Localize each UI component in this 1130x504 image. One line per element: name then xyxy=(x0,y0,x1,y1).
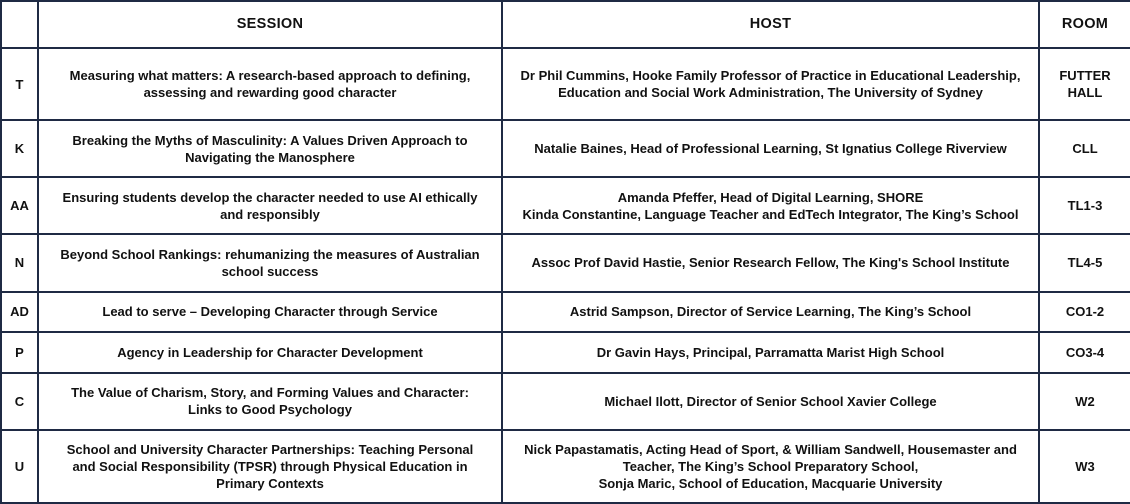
row-room: CO1-2 xyxy=(1039,292,1130,332)
table-row xyxy=(1,234,1130,291)
table-row xyxy=(1,48,1130,120)
row-host: Dr Phil Cummins, Hooke Family Professor of Practice in Educational Leadership, Education and Social Work Administration, The University of Sydney xyxy=(502,48,1039,120)
row-host: Dr Gavin Hays, Principal, Parramatta Marist High School xyxy=(502,332,1039,373)
row-session: Ensuring students develop the character needed to use AI ethically and responsibly xyxy=(38,177,502,234)
table-row xyxy=(1,177,1130,234)
row-room: W2 xyxy=(1039,373,1130,430)
header-session: SESSION xyxy=(38,1,502,48)
row-room: CLL xyxy=(1039,120,1130,177)
row-session: Beyond School Rankings: rehumanizing the measures of Australian school success xyxy=(38,234,502,291)
row-code: AA xyxy=(1,177,38,234)
header-room: ROOM xyxy=(1039,1,1130,48)
row-host: Amanda Pfeffer, Head of Digital Learning, SHORE Kinda Constantine, Language Teacher and EdTech Integrator, The King’s School xyxy=(502,177,1039,234)
table-row xyxy=(1,373,1130,430)
row-session: Breaking the Myths of Masculinity: A Values Driven Approach to Navigating the Manosphere xyxy=(38,120,502,177)
row-host: Natalie Baines, Head of Professional Learning, St Ignatius College Riverview xyxy=(502,120,1039,177)
row-session: Lead to serve – Developing Character through Service xyxy=(38,292,502,332)
table-row xyxy=(1,430,1130,503)
table-row xyxy=(1,120,1130,177)
row-code: U xyxy=(1,430,38,503)
table-row xyxy=(1,292,1130,332)
row-code: C xyxy=(1,373,38,430)
row-code: K xyxy=(1,120,38,177)
row-session: Measuring what matters: A research-based approach to defining, assessing and rewarding good character xyxy=(38,48,502,120)
header-row xyxy=(1,1,1130,48)
row-room: TL1-3 xyxy=(1039,177,1130,234)
row-session: School and University Character Partnerships: Teaching Personal and Social Responsibility (TPSR) through Physical Education in Primary Contexts xyxy=(38,430,502,503)
header-code xyxy=(1,1,38,48)
row-room: TL4-5 xyxy=(1039,234,1130,291)
row-host: Nick Papastamatis, Acting Head of Sport, & William Sandwell, Housemaster and Teacher, The King’s School Preparatory School, Sonja Maric, School of Education, Macquarie University xyxy=(502,430,1039,503)
row-host: Assoc Prof David Hastie, Senior Research Fellow, The King's School Institute xyxy=(502,234,1039,291)
row-code: AD xyxy=(1,292,38,332)
table-row xyxy=(1,332,1130,373)
row-host: Astrid Sampson, Director of Service Learning, The King’s School xyxy=(502,292,1039,332)
row-session: Agency in Leadership for Character Development xyxy=(38,332,502,373)
row-code: T xyxy=(1,48,38,120)
row-room: FUTTER HALL xyxy=(1039,48,1130,120)
row-code: P xyxy=(1,332,38,373)
row-session: The Value of Charism, Story, and Forming Values and Character: Links to Good Psychology xyxy=(38,373,502,430)
row-host: Michael Ilott, Director of Senior School Xavier College xyxy=(502,373,1039,430)
row-code: N xyxy=(1,234,38,291)
row-room: CO3-4 xyxy=(1039,332,1130,373)
header-host: HOST xyxy=(502,1,1039,48)
row-room: W3 xyxy=(1039,430,1130,503)
